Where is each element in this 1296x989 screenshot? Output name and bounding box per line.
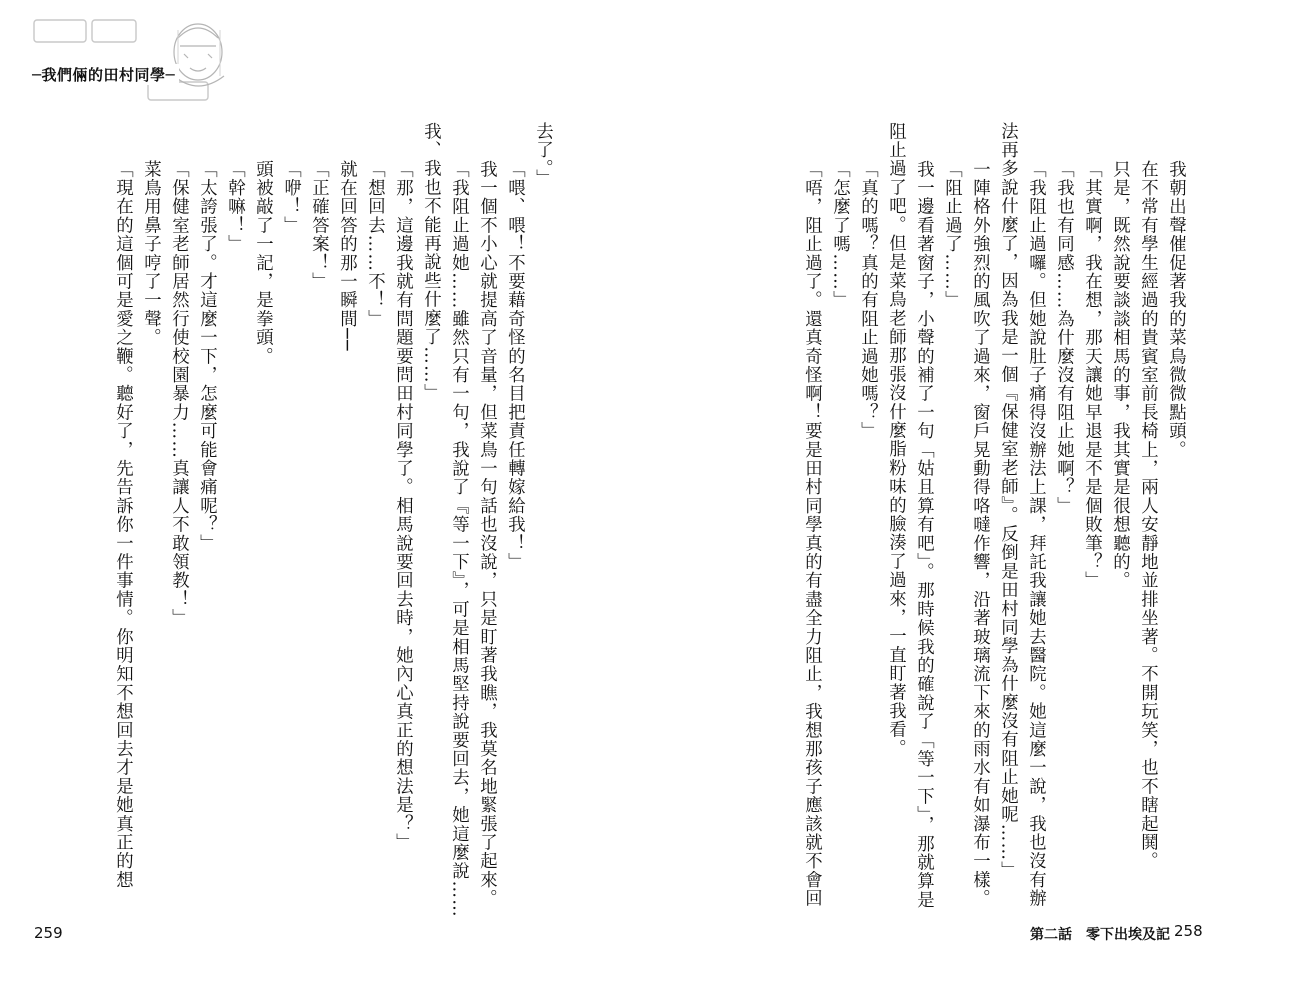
left-text-column: 「保健室老師居然行使校園暴力……真讓人不敢領教！」 [168, 160, 189, 628]
left-text-column: 「太誇張了。才這麼一下，怎麼可能會痛呢？」 [196, 160, 217, 553]
left-text-column: 菜鳥用鼻子哼了一聲。 [140, 160, 161, 347]
right-text-column: 「其實啊，我在想，那天讓她早退是不是個敗筆？」 [1081, 160, 1102, 591]
left-text-column: 「那，這邊我就有問題要問田村同學了。相馬說要回去時，她內心真正的想法是？」 [392, 160, 413, 852]
right-text-column: 法再多說什麼了，因為我是一個『保健室老師』。反倒是田村同學為什麼沒有阻止她呢……」 [997, 122, 1018, 880]
right-text-column: 我朝出聲催促著我的菜鳥微微點頭。 [1165, 160, 1186, 460]
right-text-column: 只是，既然說要談談相馬的事，我其實是很想聽的。 [1109, 160, 1130, 591]
right-text-column: 「阻止過了……」 [941, 160, 962, 310]
left-text-column: 「我阻止過她……雖然只有一句，我說了『等一下』，可是相馬堅持說要回去，她這麼說…… [448, 160, 469, 918]
right-text-column: 阻止過了吧。但是菜鳥老師那張沒什麼脂粉味的臉湊了過來，一直盯著我看。 [885, 122, 906, 758]
left-text-column: 去了。」 [532, 122, 553, 189]
left-text-column: 我一個不小心就提高了音量，但菜鳥一句話也沒說，只是盯著我瞧，我莫名地緊張了起來。 [476, 160, 497, 908]
left-text-column: 我、我也不能再說些什麼了……」 [420, 122, 441, 403]
right-text-column: 「怎麼了嗎……」 [829, 160, 850, 310]
right-text-column: 我一邊看著窗子，小聲的補了一句「姑且算有吧」。那時候我的確說了「等一下」，那就算是 [913, 160, 934, 910]
left-text-column: 「咿！」 [280, 160, 301, 235]
series-logo [28, 16, 248, 106]
right-text-column: 在不常有學生經過的貴賓室前長椅上，兩人安靜地並排坐著。不開玩笑，也不瞎起鬨。 [1137, 160, 1158, 871]
series-logo-art [28, 16, 248, 106]
right-text-column: 「唔，阻止過了。還真奇怪啊！要是田村同學真的有盡全力阻止，我想那孩子應該就不會回 [801, 160, 822, 908]
page-number-left: 259 [34, 924, 63, 942]
page-number-right: 258 [1174, 922, 1203, 940]
series-title: ─我們倆的田村同學─ [28, 64, 179, 85]
left-text-column: 就在回答的那一瞬間── [336, 160, 357, 352]
right-text-column: 「我阻止過囉。但她說肚子痛得沒辦法上課，拜託我讓她去醫院。她這麼一說，我也沒有辦 [1025, 160, 1046, 908]
chapter-title: 第二話 零下出埃及記 [1030, 927, 1170, 943]
left-text-column: 「想回去……不！」 [364, 160, 385, 329]
right-text-column: 「我也有同感……為什麼沒有阻止她啊？」 [1053, 160, 1074, 516]
right-text-column: 一陣格外強烈的風吹了過來，窗戶晃動得咯噠作響，沿著玻璃流下來的雨水有如瀑布一樣。 [969, 160, 990, 908]
left-text-column: 「喂、喂！不要藉奇怪的名目把責任轉嫁給我！」 [504, 160, 525, 572]
right-text-column: 「真的嗎？真的有阻止過她嗎？」 [857, 160, 878, 441]
left-text-column: 「現在的這個可是愛之鞭。聽好了，先告訴你一件事情。你明知不想回去才是她真正的想 [112, 160, 133, 890]
left-text-column: 「幹嘛！」 [224, 160, 245, 254]
left-text-column: 「正確答案！」 [308, 160, 329, 291]
left-text-column: 頭被敲了一記，是拳頭。 [252, 160, 273, 366]
right-page [648, 0, 1296, 989]
